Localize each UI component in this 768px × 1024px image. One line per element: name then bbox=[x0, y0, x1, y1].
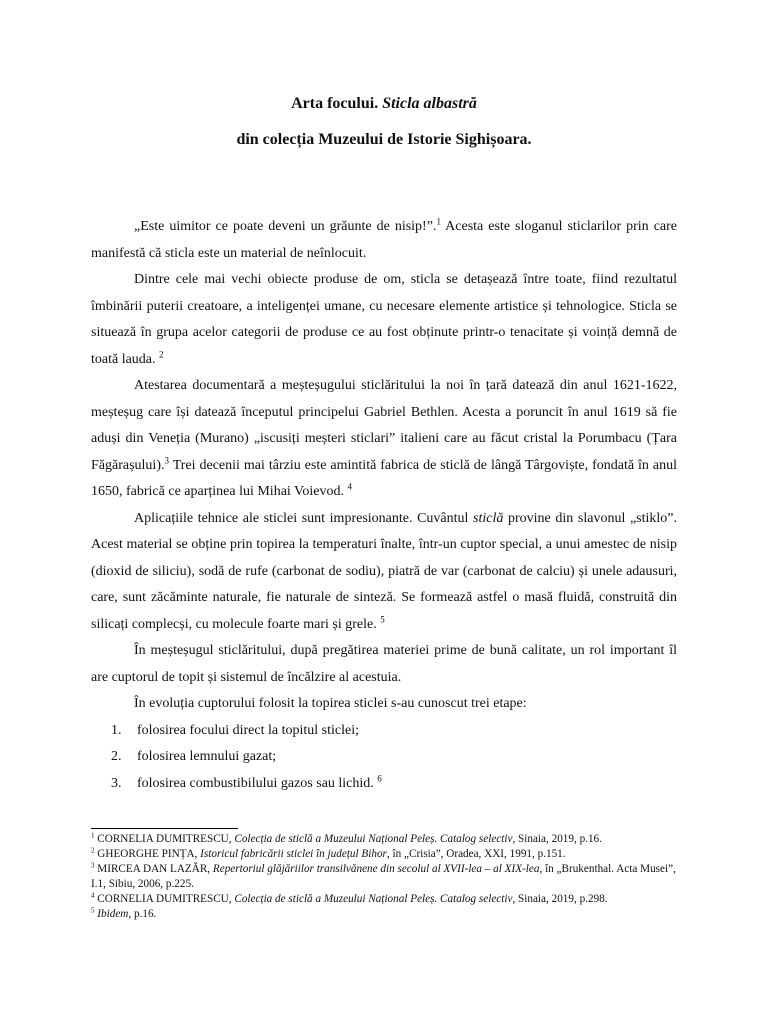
paragraph-4: Aplicațiile tehnice ale sticlei sunt impresionante. Cuvântul sticlă provine din slavonul „stiklo”. Acest material se obține prin topirea la temperaturi înalte, într-un cuptor special, a unui amestec de nisip (dioxid de siliciu), sodă de rufe (carbonat de sodiu), piatră de var (carbonat de calciu) și unele adausuri, care, sunt zăcăminte naturale, fie naturale de sinteză. Se formează astfel o masă fluidă, construită din silicați complecși, cu molecule foarte mari și grele. $^5$ bbox=[91, 510, 677, 632]
list-item-text: folosirea combustibilului gazos sau lichid. bbox=[137, 775, 378, 791]
list-item-number: 2. bbox=[111, 749, 122, 764]
paragraph-3: Atestarea documentară a meșteșugului sticlăritului la noi în țară datează din anul 1621-1622, meșteșug care își datează începutul principelui Gabriel Bethlen. Acesta a poruncit în anul 1619 să fie aduși din Veneția (Murano) „iscusiți meșteri sticlari” italieni care au făcut cristal la Porumbacu (Țara Făgărașului).$^3$ Trei decenii mai târziu este amintită fabrica de sticlă de lângă Târgoviște, fondată în anul 1650, fabrică ce aparținea lui Mihai Voievod. $^4$ bbox=[91, 378, 677, 499]
page-subtitle: din colecția Muzeului de Istorie Sighișoara. bbox=[236, 131, 532, 148]
list-item bbox=[91, 771, 677, 798]
footnote: $^2$ GHEORGHE PINȚA, Istoricul fabricării sticlei în județul Bihor, în „Crisia”, Oradea, XXI, 1991, p.151. bbox=[91, 846, 566, 860]
footnote-ref-3[interactable]: 3 bbox=[164, 454, 169, 465]
paragraph-5: În meșteșugul sticlăritului, după pregătirea materiei prime de bună calitate, un rol important îl are cuptorul de topit și sistemul de încălzire al acestuia. bbox=[91, 643, 677, 685]
footnote: $^5$ Ibidem, p.16. bbox=[91, 906, 157, 920]
footnote-ref-6[interactable]: 6 bbox=[377, 772, 382, 783]
list-item-number: 3. bbox=[111, 775, 122, 791]
paragraph-2: Dintre cele mai vechi obiecte produse de om, sticla se detașează între toate, fiind rezultatul îmbinării puterii creatoare, a inteligenței umane, cu necesare elemente artistice și tehnologice. Sticla se situează în grupa acelor categorii de produse ce au fost obținute printr-o tenacitate și voință demnă de toată lauda. $^2$ bbox=[91, 272, 677, 367]
footnotes bbox=[91, 832, 681, 922]
list-item bbox=[91, 718, 677, 745]
list-item bbox=[91, 744, 677, 771]
footnote-separator bbox=[91, 828, 238, 829]
footnote: $^4$ CORNELIA DUMITRESCU, Colecția de sticlă a Muzeului Național Peleș. Catalog selectiv, Sinaia, 2019, p.298. bbox=[91, 891, 608, 905]
stages-list bbox=[91, 718, 677, 798]
title-italic: Sticla albastră bbox=[382, 95, 477, 112]
footnote: $^3$ MIRCEA DAN LAZĂR, Repertoriul glăjăriilor transilvănene din secolul al XVII-lea – al XIX-lea, în „Brukenthal. Acta Musei”, I.1, Sibiu, 2006, p.225. bbox=[91, 861, 676, 890]
list-item-text: folosirea focului direct la topitul sticlei; bbox=[137, 722, 359, 738]
page-title bbox=[0, 94, 768, 114]
footnote-ref-1[interactable]: 1 bbox=[436, 216, 441, 227]
paragraph-1: „Este uimitor ce poate deveni un grăunte de nisip!”.$^1$ Acesta este sloganul sticlarilor prin care manifestă că sticla este un material de neînlocuit. bbox=[91, 216, 677, 261]
list-item-text: folosirea lemnului gazat; bbox=[137, 749, 277, 764]
footnote-ref-2[interactable]: 2 bbox=[159, 348, 164, 359]
footnote-ref-4[interactable]: 4 bbox=[347, 481, 352, 492]
document-body bbox=[91, 214, 677, 797]
footnote-ref-5[interactable]: 5 bbox=[380, 613, 385, 624]
title-plain: Arta focului. bbox=[291, 95, 383, 112]
footnote: $^1$ CORNELIA DUMITRESCU, Colecția de sticlă a Muzeului Național Peleș. Catalog selectiv, Sinaia, 2019, p.16. bbox=[91, 831, 602, 845]
paragraph-6: În evoluția cuptorului folosit la topirea sticlei s-au cunoscut trei etape: bbox=[134, 696, 527, 711]
italic-term: sticlă bbox=[473, 510, 504, 526]
list-item-number: 1. bbox=[111, 722, 122, 738]
